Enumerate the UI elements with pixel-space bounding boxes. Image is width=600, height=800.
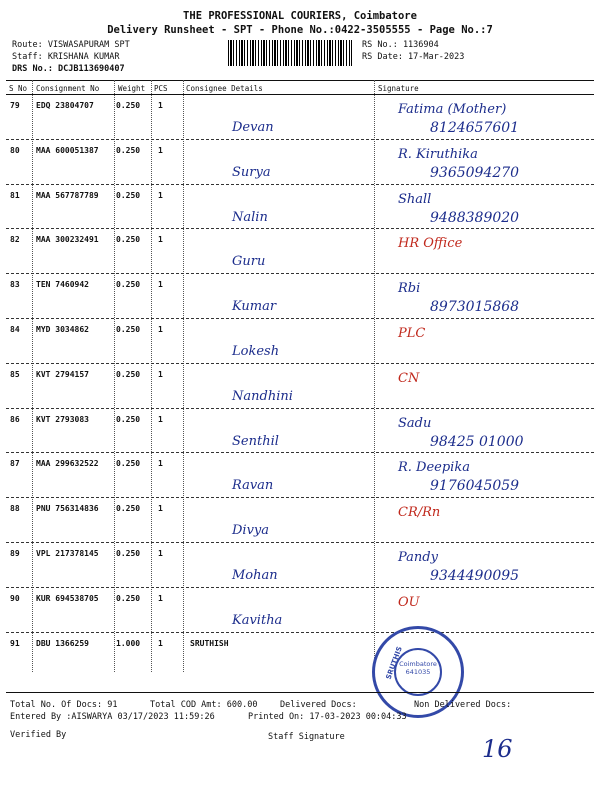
handwritten-consignee: Lokesh	[232, 344, 280, 359]
rs-date: RS Date: 17-Mar-2023	[362, 52, 465, 62]
recipient-phone: 9344490095	[430, 568, 520, 584]
recipient-signature: Sadu	[398, 415, 432, 431]
pieces-count: 1	[158, 325, 163, 334]
handwritten-consignee: Mohan	[232, 568, 278, 583]
printed-on: Printed On: 17-03-2023 00:04:33	[248, 712, 407, 722]
pieces-count: 1	[158, 593, 163, 603]
serial-number: 85	[10, 369, 20, 379]
staff-label: Staff: KRISHANA KUMAR	[12, 52, 120, 62]
drs-label: DRS No.: DCJB113690407	[12, 64, 125, 74]
row-divider	[6, 228, 594, 229]
row-divider	[6, 408, 594, 409]
handwritten-consignee: Guru	[232, 254, 266, 270]
delivered-docs: Delivered Docs:	[280, 700, 357, 710]
weight-value: 1.000	[116, 638, 141, 648]
handwritten-consignee: Nandhini	[232, 388, 293, 404]
row-divider	[6, 363, 594, 364]
serial-number: 81	[10, 190, 20, 200]
recipient-phone: 9488389020	[430, 209, 520, 226]
weight-value: 0.250	[116, 414, 141, 424]
stamp-outer-text: SRUTHIS	[384, 645, 404, 681]
serial-number: 84	[10, 325, 20, 334]
weight-value: 0.250	[116, 235, 141, 245]
consignment-number: MAA 567787789	[36, 190, 99, 200]
consignment-number: MAA 300232491	[36, 235, 99, 245]
barcode	[228, 40, 352, 66]
col-signature: Signature	[378, 84, 419, 93]
pieces-count: 1	[158, 280, 163, 290]
weight-value: 0.250	[116, 369, 141, 379]
serial-number: 88	[10, 504, 20, 514]
footer-top-rule	[6, 692, 594, 693]
handwritten-consignee: Devan	[232, 120, 274, 135]
pieces-count: 1	[158, 459, 163, 469]
handwritten-consignee: Senthil	[232, 433, 279, 449]
row-divider	[6, 184, 594, 185]
handwritten-consignee: Surya	[232, 164, 271, 180]
pieces-count: 1	[158, 638, 163, 648]
col-weight: Weight	[118, 84, 146, 93]
pieces-count: 1	[158, 369, 163, 379]
handwritten-consignee: Kavitha	[232, 612, 283, 628]
weight-value: 0.250	[116, 549, 141, 558]
weight-value: 0.250	[116, 101, 141, 110]
col-divider	[32, 80, 33, 672]
row-divider	[6, 318, 594, 319]
consignment-number: KVT 2794157	[36, 369, 89, 379]
handwritten-consignee: Kumar	[232, 299, 277, 315]
col-pcs: PCS	[154, 84, 168, 93]
rs-number: RS No.: 1136904	[362, 40, 439, 50]
recipient-signature: PLC	[398, 326, 426, 341]
pieces-count: 1	[158, 101, 163, 110]
pieces-count: 1	[158, 549, 163, 558]
route-label: Route: VISWASAPURAM SPT	[12, 40, 130, 50]
col-divider	[114, 80, 115, 672]
recipient-signature: CR/Rn	[398, 505, 441, 521]
pieces-count: 1	[158, 235, 163, 245]
row-divider	[6, 139, 594, 140]
handwritten-consignee: Ravan	[232, 478, 274, 494]
consignment-number: MAA 600051387	[36, 145, 99, 155]
table-header-rule	[6, 94, 594, 95]
col-divider	[183, 80, 184, 672]
staff-signature: Staff Signature	[268, 732, 345, 742]
weight-value: 0.250	[116, 593, 141, 603]
runsheet-title: THE PROFESSIONAL COURIERS, Coimbatore	[183, 10, 417, 22]
entered-by: Entered By :AISWARYA 03/17/2023 11:59:26	[10, 712, 215, 722]
recipient-phone: 8124657601	[430, 120, 520, 136]
recipient-phone: 98425 01000	[430, 433, 524, 450]
consignee-name: SRUTHISH	[190, 638, 229, 648]
total-docs: Total No. Of Docs: 91	[10, 700, 118, 710]
recipient-phone: 8973015868	[430, 299, 520, 316]
recipient-signature: Pandy	[398, 550, 438, 565]
consignment-number: MAA 299632522	[36, 459, 99, 469]
stamp-center: Coimbatore 641035	[394, 648, 442, 696]
consignment-number: PNU 756314836	[36, 504, 99, 514]
verified-by: Verified By	[10, 730, 67, 740]
consignment-number: KUR 694538705	[36, 593, 99, 603]
col-consignment: Consignment No	[36, 84, 100, 93]
serial-number: 80	[10, 145, 20, 155]
col-divider	[151, 80, 152, 672]
consignment-number: DBU 1366259	[36, 638, 89, 648]
recipient-phone: 9365094270	[430, 164, 520, 181]
recipient-signature: CN	[398, 370, 420, 386]
row-divider	[6, 452, 594, 453]
pieces-count: 1	[158, 145, 163, 155]
serial-number: 90	[10, 593, 20, 603]
consignment-number: MYD 3034862	[36, 325, 89, 334]
serial-number: 87	[10, 459, 20, 469]
row-divider	[6, 273, 594, 274]
recipient-signature: HR Office	[398, 236, 463, 252]
consignment-number: EDQ 23804707	[36, 101, 94, 110]
consignment-number: VPL 217378145	[36, 549, 99, 558]
row-divider	[6, 632, 594, 633]
recipient-phone: 9176045059	[430, 478, 520, 495]
weight-value: 0.250	[116, 325, 141, 334]
consignment-number: TEN 7460942	[36, 280, 89, 290]
table-top-rule	[6, 80, 594, 81]
pieces-count: 1	[158, 414, 163, 424]
row-divider	[6, 587, 594, 588]
serial-number: 82	[10, 235, 20, 245]
recipient-signature: Shall	[398, 191, 432, 207]
handwritten-consignee: Nalin	[232, 209, 268, 225]
serial-number: 91	[10, 638, 20, 648]
pieces-count: 1	[158, 504, 163, 514]
recipient-signature: Fatima (Mother)	[398, 102, 507, 117]
serial-number: 83	[10, 280, 20, 290]
recipient-signature: R. Kiruthika	[398, 146, 478, 162]
recipient-signature: Rbi	[398, 281, 421, 297]
consignment-number: KVT 2793083	[36, 414, 89, 424]
col-consignee: Consignee Details	[186, 84, 263, 93]
weight-value: 0.250	[116, 504, 141, 514]
weight-value: 0.250	[116, 190, 141, 200]
serial-number: 79	[10, 101, 20, 110]
cod-amount: Total COD Amt: 600.00	[150, 700, 258, 710]
runsheet-subtitle: Delivery Runsheet - SPT - Phone No.:0422-3505555 - Page No.:7	[107, 24, 493, 36]
recipient-signature: R. Deepika	[398, 460, 470, 476]
weight-value: 0.250	[116, 280, 141, 290]
serial-number: 89	[10, 549, 20, 558]
weight-value: 0.250	[116, 145, 141, 155]
col-sno: S No	[9, 84, 28, 93]
recipient-signature: OU	[398, 594, 420, 610]
col-divider	[374, 80, 375, 672]
page-mark: 16	[482, 735, 513, 763]
non-delivered-docs: Non Delivered Docs:	[414, 700, 512, 710]
handwritten-consignee: Divya	[232, 523, 270, 539]
pieces-count: 1	[158, 190, 163, 200]
row-divider	[6, 542, 594, 543]
weight-value: 0.250	[116, 459, 141, 469]
row-divider	[6, 497, 594, 498]
serial-number: 86	[10, 414, 20, 424]
